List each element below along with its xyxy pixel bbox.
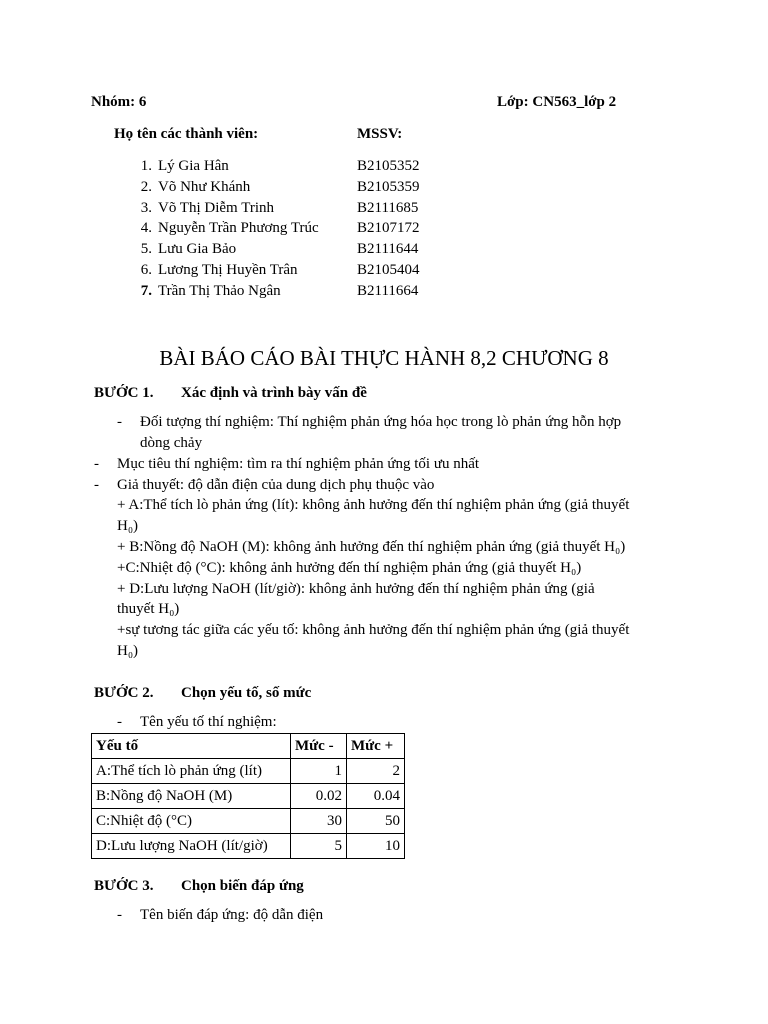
table-cell: 0.04	[347, 784, 405, 809]
table-row	[92, 834, 405, 859]
table-header: Mức -	[291, 734, 347, 759]
hypothesis-c: +C:Nhiệt độ (°C): không ảnh hưởng đến thí nghiệm phản ứng (giả thuyết H₀)	[117, 560, 582, 576]
table-header: Yếu tố	[92, 734, 291, 759]
member-name: Võ Thị Diễm Trinh	[158, 199, 274, 216]
member-id: B2107172	[357, 220, 420, 237]
class-label: Lớp: CN563_lớp 2	[497, 94, 617, 110]
member-list	[114, 156, 420, 302]
hypothesis-a-line2: H₀)	[117, 518, 139, 534]
hypothesis-d-line2: thuyết H₀)	[117, 601, 180, 617]
step1-heading	[94, 383, 367, 403]
step2-heading	[94, 683, 311, 703]
table-row	[92, 809, 405, 834]
list-item	[114, 281, 419, 302]
hypothesis-b: + B:Nồng độ NaOH (M): không ảnh hưởng đến thí nghiệm phản ứng (giả thuyết H₀)	[117, 539, 626, 555]
member-number: 4.	[140, 220, 152, 237]
table-header-row	[92, 734, 405, 759]
object-text-line2: dòng chảy	[140, 435, 203, 451]
response-text: Tên biến đáp ứng: độ dẫn điện	[140, 907, 324, 923]
factor-names-text: Tên yếu tố thí nghiệm:	[140, 714, 277, 730]
member-name: Lương Thị Huyền Trân	[158, 261, 298, 278]
table-row	[92, 784, 405, 809]
step3-label: Chọn biến đáp ứng	[181, 878, 304, 894]
step1-number: BƯỚC 1.	[94, 385, 154, 401]
member-id: B2111685	[357, 199, 419, 216]
bullet-dash: -	[94, 456, 99, 472]
list-item	[114, 177, 420, 198]
table-cell: C:Nhiệt độ (°C)	[92, 809, 291, 834]
goal-text: Mục tiêu thí nghiệm: tìm ra thí nghiệm phản ứng tối ưu nhất	[117, 456, 480, 472]
member-number: 6.	[140, 261, 152, 278]
step1-label: Xác định và trình bày vấn đề	[181, 385, 367, 401]
member-number: 5.	[140, 241, 152, 258]
table-cell: 50	[347, 809, 405, 834]
table-cell: 5	[291, 834, 347, 859]
member-number: 3.	[140, 199, 152, 216]
bullet-dash: -	[117, 714, 122, 730]
member-number: 2.	[140, 178, 152, 195]
report-title: BÀI BÁO CÁO BÀI THỰC HÀNH 8,2 CHƯƠNG 8	[159, 346, 609, 370]
member-id: B2111664	[357, 282, 419, 299]
table-cell: 10	[347, 834, 405, 859]
bullet-dash: -	[117, 907, 122, 923]
table-cell: 1	[291, 759, 347, 784]
hypothesis-interaction-line2: H₀)	[117, 643, 139, 659]
step2-number: BƯỚC 2.	[94, 685, 154, 701]
bullet-dash: -	[94, 477, 99, 493]
table-cell: 30	[291, 809, 347, 834]
member-id: B2111644	[357, 241, 419, 258]
members-heading: Họ tên các thành viên:	[114, 126, 259, 142]
table-cell: 2	[347, 759, 405, 784]
member-name: Lưu Gia Bảo	[158, 241, 237, 258]
list-item	[114, 218, 420, 239]
table-cell: D:Lưu lượng NaOH (lít/giờ)	[92, 834, 291, 859]
list-item	[114, 260, 420, 281]
member-name: Lý Gia Hân	[158, 158, 229, 174]
member-id: B2105404	[357, 261, 420, 278]
hypothesis-text: Giả thuyết: độ dẫn điện của dung dịch phụ thuộc vào	[117, 477, 435, 493]
table-cell: B:Nồng độ NaOH (M)	[92, 784, 291, 809]
list-item	[114, 156, 420, 177]
member-name: Võ Như Khánh	[158, 178, 251, 195]
list-item	[114, 198, 419, 219]
hypothesis-interaction-line1: +sự tương tác giữa các yếu tố: không ảnh hưởng đến thí nghiệm phản ứng (giả thuyết	[117, 622, 630, 638]
table-cell: A:Thể tích lò phản ứng (lít)	[92, 759, 291, 784]
member-number: 7.	[140, 282, 152, 299]
member-id: B2105352	[357, 158, 420, 174]
step2-label: Chọn yếu tố, số mức	[181, 685, 312, 701]
member-name: Trần Thị Thảo Ngân	[158, 282, 281, 299]
bullet-dash: -	[117, 414, 122, 430]
table-row	[92, 759, 405, 784]
table-cell: 0.02	[291, 784, 347, 809]
member-number: 1.	[140, 158, 152, 174]
step3-heading	[94, 876, 304, 896]
member-id: B2105359	[357, 178, 420, 195]
member-name: Nguyễn Trần Phương Trúc	[158, 220, 319, 237]
factor-table	[91, 733, 405, 859]
group-label: Nhóm: 6	[91, 94, 147, 110]
step3-number: BƯỚC 3.	[94, 878, 154, 894]
hypothesis-d-line1: + D:Lưu lượng NaOH (lít/giờ): không ảnh hưởng đến thí nghiệm phản ứng (giả	[117, 581, 595, 597]
mssv-heading: MSSV:	[357, 126, 403, 142]
table-header: Mức +	[347, 734, 405, 759]
object-text-line1: Đối tượng thí nghiệm: Thí nghiệm phản ứng hóa học trong lò phản ứng hỗn hợp	[140, 414, 622, 430]
list-item	[114, 239, 419, 260]
hypothesis-a-line1: + A:Thể tích lò phản ứng (lít): không ảnh hưởng đến thí nghiệm phản ứng (giả thuyết	[117, 497, 630, 513]
